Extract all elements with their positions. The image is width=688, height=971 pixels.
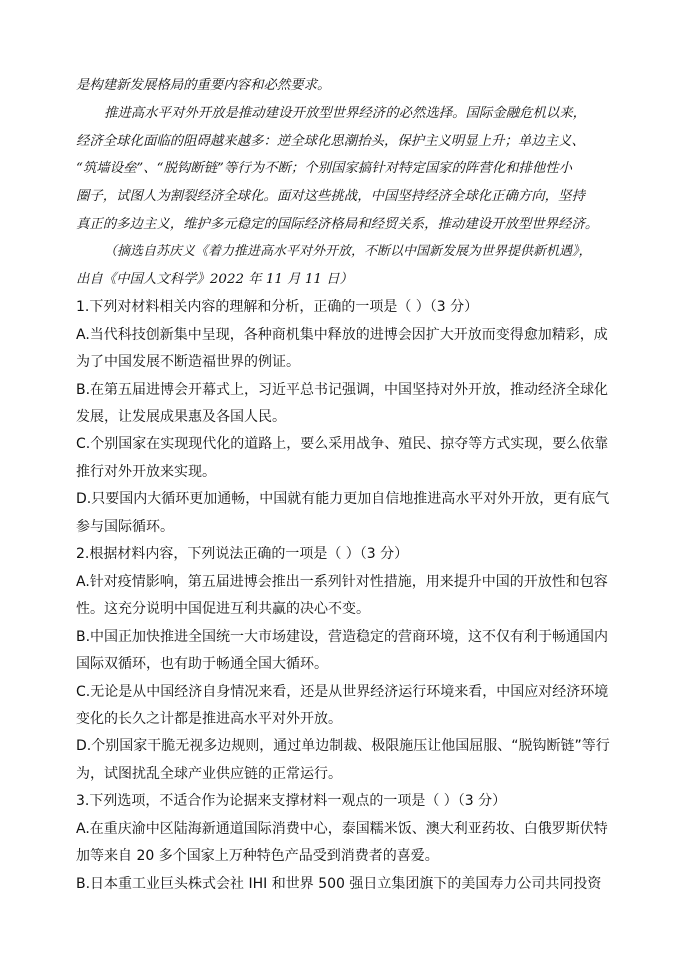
question-2-stem: 2.根据材料内容，下列说法正确的一项是（ ）（3 分） <box>76 546 409 562</box>
passage-line: 推进高水平对外开放是推动建设开放型世界经济的必然选择。国际金融危机以来， <box>104 106 587 121</box>
question-2-option-d: 为，试图扰乱全球产业供应链的正常运行。 <box>76 766 342 782</box>
passage-line: 圈子，试图人为割裂经济全球化。面对这些挑战，中国坚持经济全球化正确方向，坚持 <box>76 189 585 204</box>
question-1-stem: 1.下列对材料相关内容的理解和分析，正确的一项是（ ）（3 分） <box>76 299 479 315</box>
question-2-option-c: C.无论是从中国经济自身情况来看，还是从世界经济运行环境来看，中国应对经济环境 <box>76 684 609 700</box>
source-citation: 出自《中国人文科学》2022 年 11 月 11 日） <box>76 272 353 287</box>
question-1-option-d: 参与国际循环。 <box>76 519 174 535</box>
passage-line: 是构建新发展格局的重要内容和必然要求。 <box>76 78 331 93</box>
question-1-option-a: 为了中国发展不断造福世界的例证。 <box>76 354 300 370</box>
passage-line: “筑墙设垒”、“脱钩断链”等行为不断；个别国家搞针对特定国家的阵营化和排他性小 <box>76 161 573 176</box>
question-2-option-b: B.中国正加快推进全国统一大市场建设，营造稳定的营商环境，这不仅有利于畅通国内 <box>76 629 609 645</box>
question-1-option-b: 发展，让发展成果惠及各国人民。 <box>76 409 286 425</box>
question-2-option-b: 国际双循环，也有助于畅通全国大循环。 <box>76 656 328 672</box>
question-1-option-d: D.只要国内大循环更加通畅，中国就有能力更加自信地推进高水平对外开放，更有底气 <box>76 491 610 507</box>
question-1-option-c: C.个别国家在实现现代化的道路上，要么采用战争、殖民、掠夺等方式实现，要么依靠 <box>76 436 609 452</box>
question-2-option-a: A.针对疫情影响，第五届进博会推出一系列针对性措施，用来提升中国的开放性和包容 <box>76 574 608 590</box>
passage-line: 经济全球化面临的阻碍越来越多：逆全球化思潮抬头，保护主义明显上升；单边主义、 <box>76 134 585 149</box>
question-3-option-b: B.日本重工业巨头株式会社 IHI 和世界 500 强日立集团旗下的美国寿力公司共同投资 <box>76 876 602 892</box>
source-citation: （摘选自苏庆义《着力推进高水平对外开放，不断以中国新发展为世界提供新机遇》， <box>104 244 592 259</box>
passage-line: 真正的多边主义，维护多元稳定的国际经济格局和经贸关系，推动建设开放型世界经济。 <box>76 217 599 232</box>
question-3-stem: 3.下列选项，不适合作为论据来支撑材料一观点的一项是（ ）（3 分） <box>76 793 507 809</box>
question-1-option-b: B.在第五届进博会开幕式上，习近平总书记强调，中国坚持对外开放，推动经济全球化 <box>76 382 609 398</box>
question-2-option-c: 变化的长久之计都是推进高水平对外开放。 <box>76 711 342 727</box>
question-2-option-a: 性。这充分说明中国促进互利共赢的决心不变。 <box>76 601 370 617</box>
question-1-option-c: 推行对外开放来实现。 <box>76 464 216 480</box>
question-3-option-a: A.在重庆渝中区陆海新通道国际消费中心，泰国糯米饭、澳大利亚药妆、白俄罗斯伏特 <box>76 821 608 837</box>
question-3-option-a: 加等来自 20 多个国家上万种特色产品受到消费者的喜爱。 <box>76 848 439 864</box>
question-2-option-d: D.个别国家干脆无视多边规则，通过单边制裁、极限施压让他国屈服、“脱钩断链”等行 <box>76 738 610 754</box>
question-1-option-a: A.当代科技创新集中呈现，各种商机集中释放的进博会因扩大开放而变得愈加精彩，成 <box>76 327 608 343</box>
